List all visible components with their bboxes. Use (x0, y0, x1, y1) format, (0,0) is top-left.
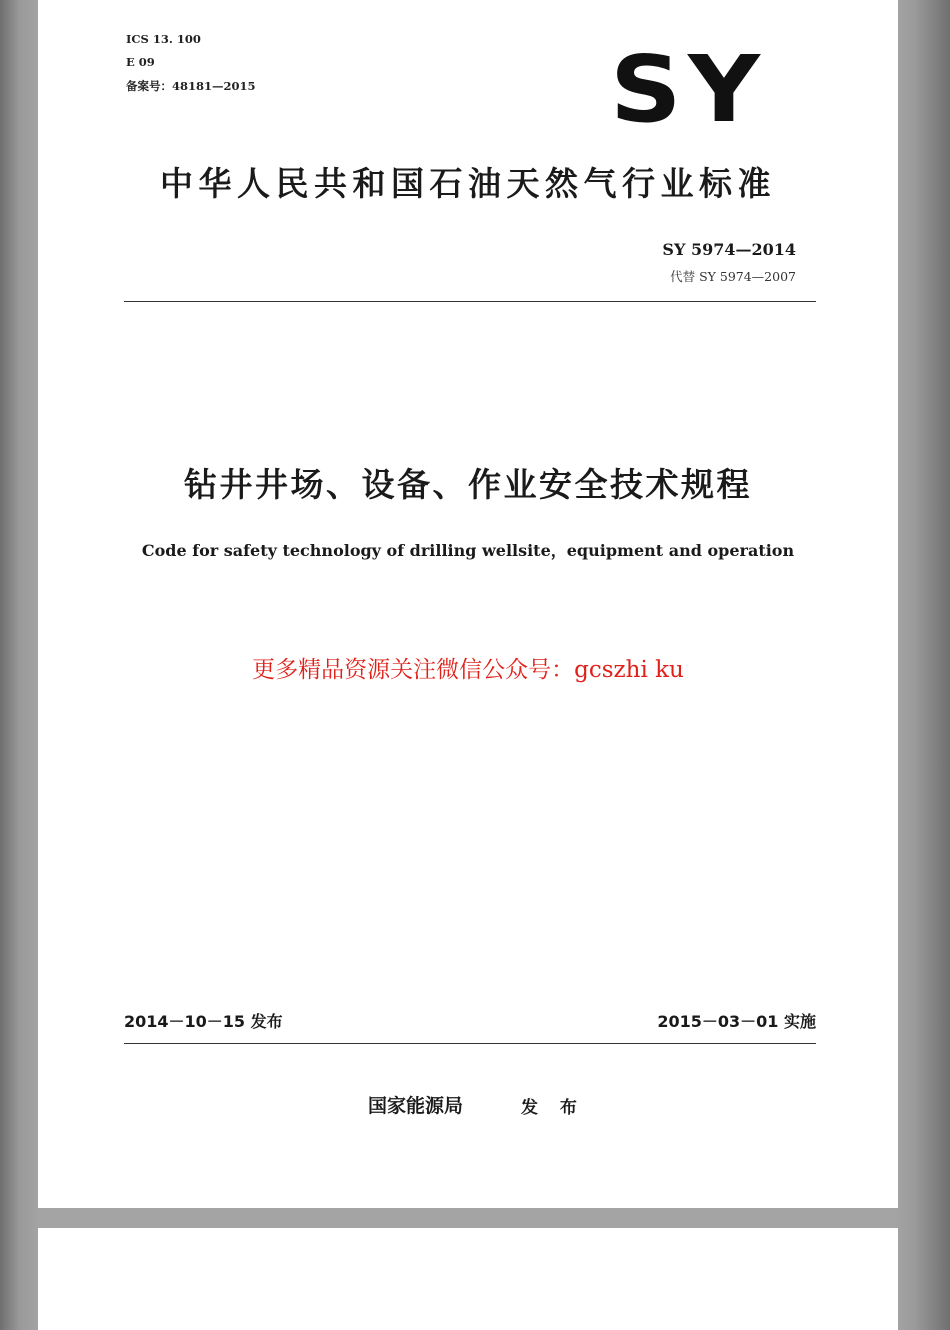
watermark-text: 更多精品资源关注微信公众号：gcszhi ku (252, 657, 684, 683)
issue-date: 2014－10－15 发布 (124, 1012, 283, 1031)
document-page-1[interactable] (38, 0, 898, 1208)
record-number: 备案号：48181—2015 (126, 79, 256, 93)
industry-standard-title: 中华人民共和国石油天然气行业标准 (160, 164, 776, 203)
standard-number: SY 5974—2014 (662, 240, 796, 259)
classification-code: E 09 (126, 55, 155, 69)
effective-date: 2015－03－01 实施 (657, 1012, 816, 1031)
top-divider (124, 301, 816, 302)
document-title-zh: 钻井井场、设备、作业安全技术规程 (184, 465, 752, 504)
document-title-en: Code for safety technology of drilling wellsite，equipment and operation (141, 541, 795, 560)
replaces-standard: 代替 SY 5974—2007 (670, 269, 796, 284)
issue-action: 发 布 (521, 1098, 585, 1118)
issuing-authority: 国家能源局 (368, 1095, 464, 1117)
ics-code: ICS 13. 100 (126, 32, 201, 46)
bottom-divider (124, 1043, 816, 1044)
document-page-2[interactable] (38, 1228, 898, 1330)
sy-logo: SY (610, 36, 767, 143)
